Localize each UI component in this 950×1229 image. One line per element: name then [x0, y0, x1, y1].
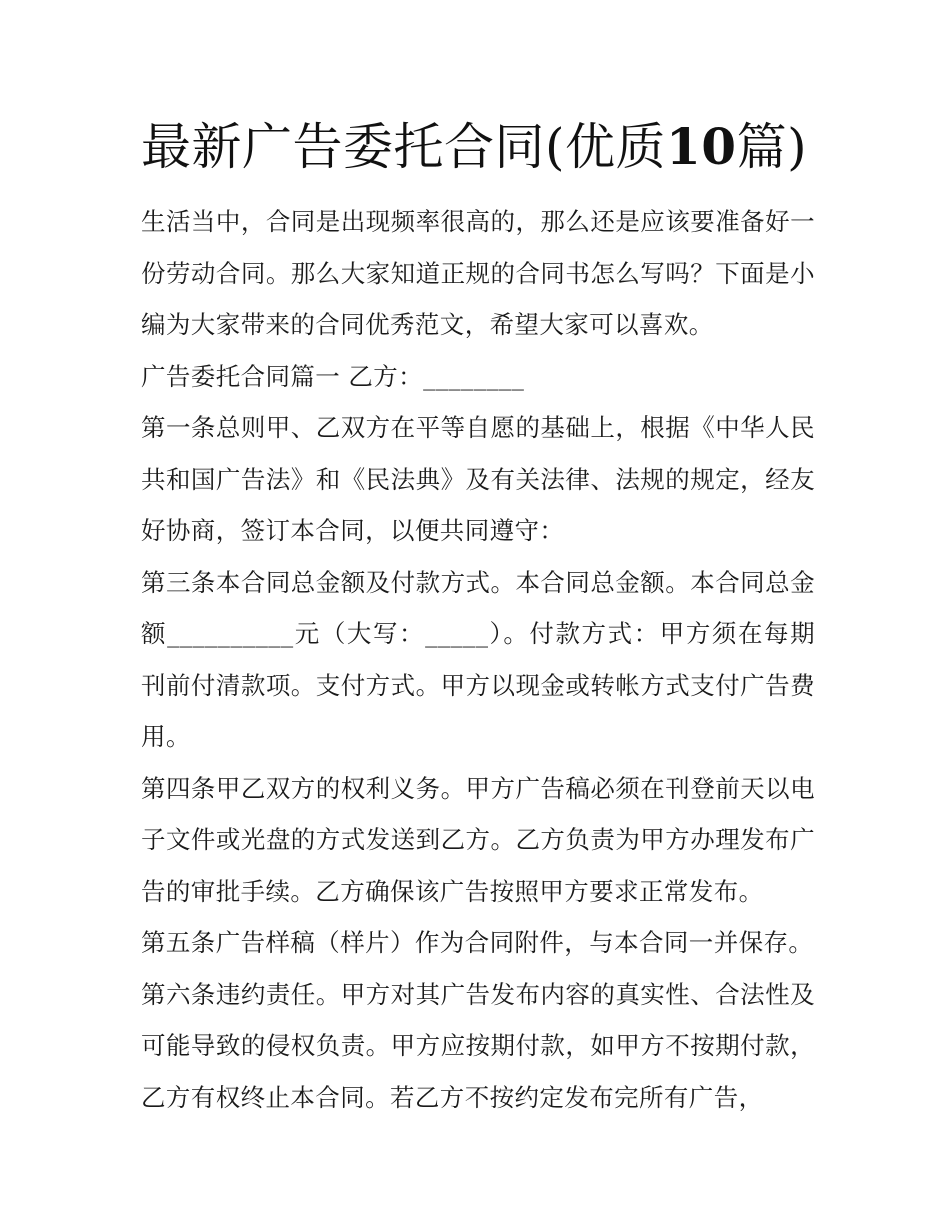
article-1-paragraph: 第一条总则甲、乙双方在平等自愿的基础上，根据《中华人民共和国广告法》和《民法典》及有关法律、法规的规定，经友好协商，签订本合同，以便共同遵守： [141, 413, 815, 545]
article-3-text-c: ）。付款方式：甲方须在每期刊前付清款项。支付方式。甲方以现金或转帐方式支付广告费用。 [141, 619, 816, 751]
party-b-blank: ________ [423, 361, 525, 391]
article-3-paragraph [141, 557, 815, 763]
article-3-text-a: 第三条本合同总金额及付款方式。本合同总金额。本合同总金额 [141, 567, 815, 648]
article-5-paragraph: 第五条广告样稿（样片）作为合同附件，与本合同一并保存。 [141, 928, 814, 957]
article-3-text-b: 元（大写： [293, 619, 426, 648]
article-4-paragraph: 第四条甲乙双方的权利义务。甲方广告稿必须在刊登前天以电子文件或光盘的方式发送到乙方。乙方负责为甲方办理发布广告的审批手续。乙方确保该广告按照甲方要求正常发布。 [141, 773, 815, 906]
title-suffix: 篇) [736, 118, 808, 176]
intro-paragraph: 生活当中，合同是出现频率很高的，那么还是应该要准备好一份劳动合同。那么大家知道正规的合同书怎么写吗？下面是小编为大家带来的合同优秀范文，希望大家可以喜欢。 [141, 207, 815, 339]
document-page [141, 112, 815, 1123]
amount-blank: __________ [167, 619, 294, 648]
document-title [141, 112, 815, 182]
title-prefix: 最新广告委托合同(优质 [141, 118, 667, 176]
amount-words-blank: _____ [425, 619, 489, 648]
article-6-paragraph: 第六条违约责任。甲方对其广告发布内容的真实性、合法性及可能导致的侵权负责。甲方应按期付款，如甲方不按期付款，乙方有权终止本合同。若乙方不按约定发布完所有广告， [141, 979, 815, 1112]
title-number: 10 [666, 117, 737, 176]
section-heading-text: 广告委托合同篇一 乙方： [141, 361, 424, 391]
section-heading [141, 351, 815, 403]
